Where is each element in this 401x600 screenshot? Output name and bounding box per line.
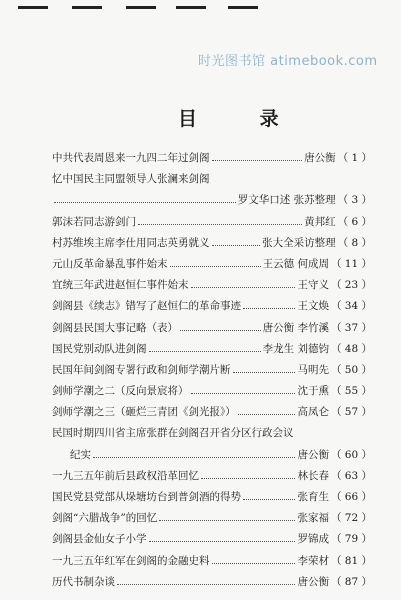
toc-leader: [238, 408, 296, 415]
toc-leader: [159, 514, 295, 521]
toc-entry-title: 民国时期四川省主席张群在剑阁召开省分区行政会议: [52, 427, 294, 440]
toc-entry-page: （ 34 ）: [330, 300, 372, 313]
toc-entry-page: （ 66 ）: [330, 491, 372, 503]
toc-entry-author: 沈于熏: [297, 385, 329, 398]
toc-entry-author: 唐公衡: [304, 152, 336, 164]
toc-entry-page: （ 23 ）: [330, 279, 372, 292]
toc-entry: [52, 489, 372, 510]
toc-entry-page: （ 87 ）: [330, 575, 372, 588]
toc-entry-page: （ 72 ）: [330, 512, 372, 525]
toc-entry-page: （ 57 ）: [330, 406, 372, 419]
toc-entry-title: 剑阁“六腊战争”的回忆: [52, 512, 158, 525]
toc-entry: [52, 531, 372, 552]
toc-leader: [212, 154, 303, 161]
toc-leader: [117, 578, 295, 585]
toc-leader: [191, 387, 296, 394]
top-rule-dash: [176, 6, 206, 9]
toc-entry-title: 国民党别动队进剑阁: [52, 342, 147, 355]
toc-entry-page: （ 11 ）: [330, 257, 372, 270]
toc-entry-title: 纪实: [70, 448, 91, 461]
toc-entry-page: （ 1 ）: [337, 152, 372, 164]
toc-leader: [201, 472, 295, 479]
toc-entry-page: （ 48 ）: [330, 342, 372, 355]
toc-leader: [243, 302, 295, 309]
toc-leader: [243, 493, 295, 500]
toc-leader: [170, 260, 261, 267]
toc-leader: [149, 535, 296, 542]
toc-leader: [212, 239, 261, 246]
toc-entry: [52, 404, 372, 425]
toc-entry-author: 黄邦红: [304, 215, 336, 228]
toc-entry-author: 李荣材: [297, 554, 329, 567]
toc-entry: [52, 320, 372, 341]
toc-entry: [52, 362, 372, 383]
page-title: 目 录: [178, 108, 307, 130]
toc-leader: [233, 366, 296, 373]
toc-entry-page: （ 37 ）: [330, 321, 372, 334]
toc-entry-title: 宜统三年武进赵恒仁事件始末: [52, 279, 189, 292]
toc-entry-author: 罗文华口述 张苏整理: [237, 194, 336, 207]
toc-leader: [191, 281, 296, 288]
toc-entry: [52, 277, 372, 298]
toc-entry: [52, 150, 372, 171]
toc-entry-author: 王文焕: [297, 300, 329, 313]
toc-entry: [52, 298, 372, 319]
toc-leader: [54, 196, 236, 203]
watermark: 时光图书馆 atimebook.com: [198, 54, 378, 69]
toc-entry-author: 罗锦成: [297, 533, 329, 546]
toc-entry: [52, 553, 372, 574]
toc-entry-page: （ 81 ）: [330, 554, 372, 567]
toc-entry-page: （ 3 ）: [337, 194, 372, 207]
toc-entry: [52, 214, 372, 235]
toc-entry-title: 元山反革命暴乱事件始末: [52, 257, 168, 270]
toc-entry-author: 王云德 何成周: [262, 257, 329, 270]
toc-entry-page: （ 55 ）: [330, 385, 372, 398]
toc-entry-title: 剑阁县民国大事记略（表）: [52, 321, 178, 334]
toc-entry-author: 李龙生 刘德钧: [262, 342, 329, 355]
toc-entry-author: 马明先: [297, 363, 329, 376]
toc-entry: [52, 383, 372, 404]
toc-entry-page: （ 63 ）: [330, 469, 372, 482]
toc-entry-author: 唐公衡: [297, 575, 329, 588]
toc-entry: [52, 192, 372, 213]
toc-entry-author: 林长春: [297, 469, 329, 482]
toc-leader: [212, 557, 296, 564]
toc-entry-author: 唐公衡: [297, 448, 329, 461]
toc-entry-author: 张育生: [297, 491, 329, 503]
toc-entry: [52, 341, 372, 362]
toc-leader: [180, 324, 261, 331]
toc-entry-title: 民国年间剑阁专署行政和剑师学潮片断: [52, 363, 231, 376]
toc-entry-title: 中共代表周恩来一九四二年过剑阁: [52, 152, 210, 164]
toc-entry-page: （ 60 ）: [330, 448, 372, 461]
toc-entry-page: （ 6 ）: [337, 215, 372, 228]
toc-entry-author: 唐公衡 李竹溪: [262, 321, 329, 334]
top-rule-dash: [72, 6, 102, 9]
toc-entry: [52, 256, 372, 277]
toc-entry: [52, 468, 372, 489]
toc-entry-title: 国民党县党部从垛塘坊台到普剑酒的得势: [52, 491, 241, 503]
top-rule-dash: [18, 6, 48, 9]
toc-entry-author: 王守义: [297, 279, 329, 292]
toc-entry-page: （ 79 ）: [330, 533, 372, 546]
toc-leader: [149, 345, 261, 352]
toc-entry-author: 高凤仑: [297, 406, 329, 419]
toc-entry: [52, 447, 372, 468]
toc-entry: [52, 425, 372, 446]
toc-entry-author: 张大全采访整理: [262, 236, 336, 249]
table-of-contents: [52, 150, 372, 595]
toc-entry: [52, 235, 372, 256]
toc-leader: [93, 451, 295, 458]
toc-entry-title: 一九三五年红军在剑阁的金融史料: [52, 554, 210, 567]
toc-leader: [138, 218, 302, 225]
toc-entry-title: 郭沫若同志游剑门: [52, 215, 136, 228]
toc-entry-title: 村苏维埃主席李仕用同志英勇就义: [52, 236, 210, 249]
toc-entry-title: 剑阁县金仙女子小学: [52, 533, 147, 546]
toc-entry-title: 剑师学潮之二（反向景宸将）: [52, 385, 189, 398]
toc-entry-title: 剑阁县《续志》错写了赵恒仁的革命事迹: [52, 300, 241, 313]
toc-entry: [52, 510, 372, 531]
toc-entry: [52, 171, 372, 192]
toc-entry: [52, 574, 372, 595]
toc-entry-title: 一九三五年前后县政权沿革回忆: [52, 469, 199, 482]
top-rule: [0, 0, 401, 14]
toc-entry-page: （ 50 ）: [330, 363, 372, 376]
toc-entry-page: （ 8 ）: [337, 236, 372, 249]
top-rule-dash: [126, 6, 156, 9]
toc-entry-title: 剑师学潮之三（砸烂三青团《剑光报》）: [52, 406, 236, 419]
toc-entry-title: 忆中国民主同盟领导人张澜来剑阁: [52, 173, 210, 186]
toc-entry-title: 历代书制杂谈: [52, 575, 115, 588]
top-rule-dash: [228, 6, 258, 9]
toc-entry-author: 张家福: [297, 512, 329, 525]
